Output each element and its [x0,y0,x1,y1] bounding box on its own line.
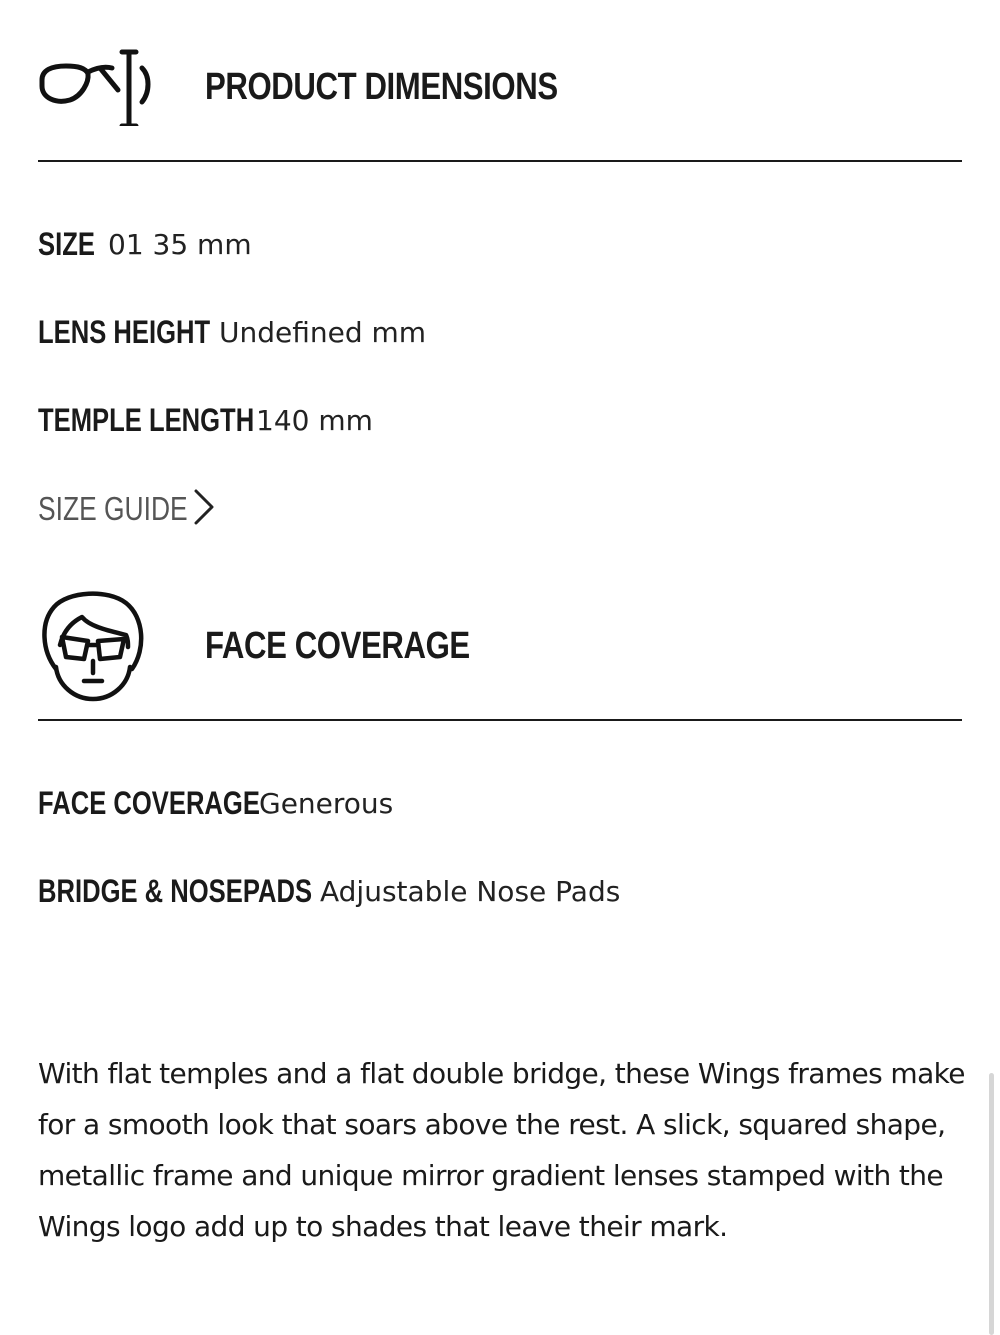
spec-row-size [38,224,252,264]
size-guide-label: SIZE GUIDE [38,490,188,527]
spec-value: 140 mm [256,403,373,437]
glasses-dimension-icon [38,46,154,131]
spec-row-temple-length [38,400,373,440]
spec-label: FACE COVERAGE [38,784,260,821]
face-with-glasses-icon [38,589,148,708]
scrollbar[interactable] [989,1073,994,1335]
product-description: With flat temples and a flat double bridge, these Wings frames make for a smooth look that soars above the rest. A slick, squared shape, metallic frame and unique mirror gradient lenses stamped with the Wings logo add up to shades that leave their mark. [38,1057,965,1243]
spec-row-bridge-nosepads [38,871,620,911]
section-title: PRODUCT DIMENSIONS [205,66,558,108]
spec-value: 01 35 mm [108,227,252,261]
spec-label: SIZE [38,225,95,262]
spec-value: Adjustable Nose Pads [320,874,621,908]
spec-value: Generous [259,786,394,820]
spec-label: BRIDGE & NOSEPADS [38,872,313,909]
spec-label: TEMPLE LENGTH [38,401,255,438]
section-title: FACE COVERAGE [205,625,470,667]
spec-value: Undefined mm [219,315,427,349]
spec-row-lens-height [38,312,426,352]
size-guide-link[interactable] [38,488,216,530]
spec-row-face-coverage [38,783,393,823]
chevron-right-icon [190,487,216,532]
face-coverage-header [38,585,962,721]
spec-label: LENS HEIGHT [38,313,211,350]
product-dimensions-header [38,40,962,162]
